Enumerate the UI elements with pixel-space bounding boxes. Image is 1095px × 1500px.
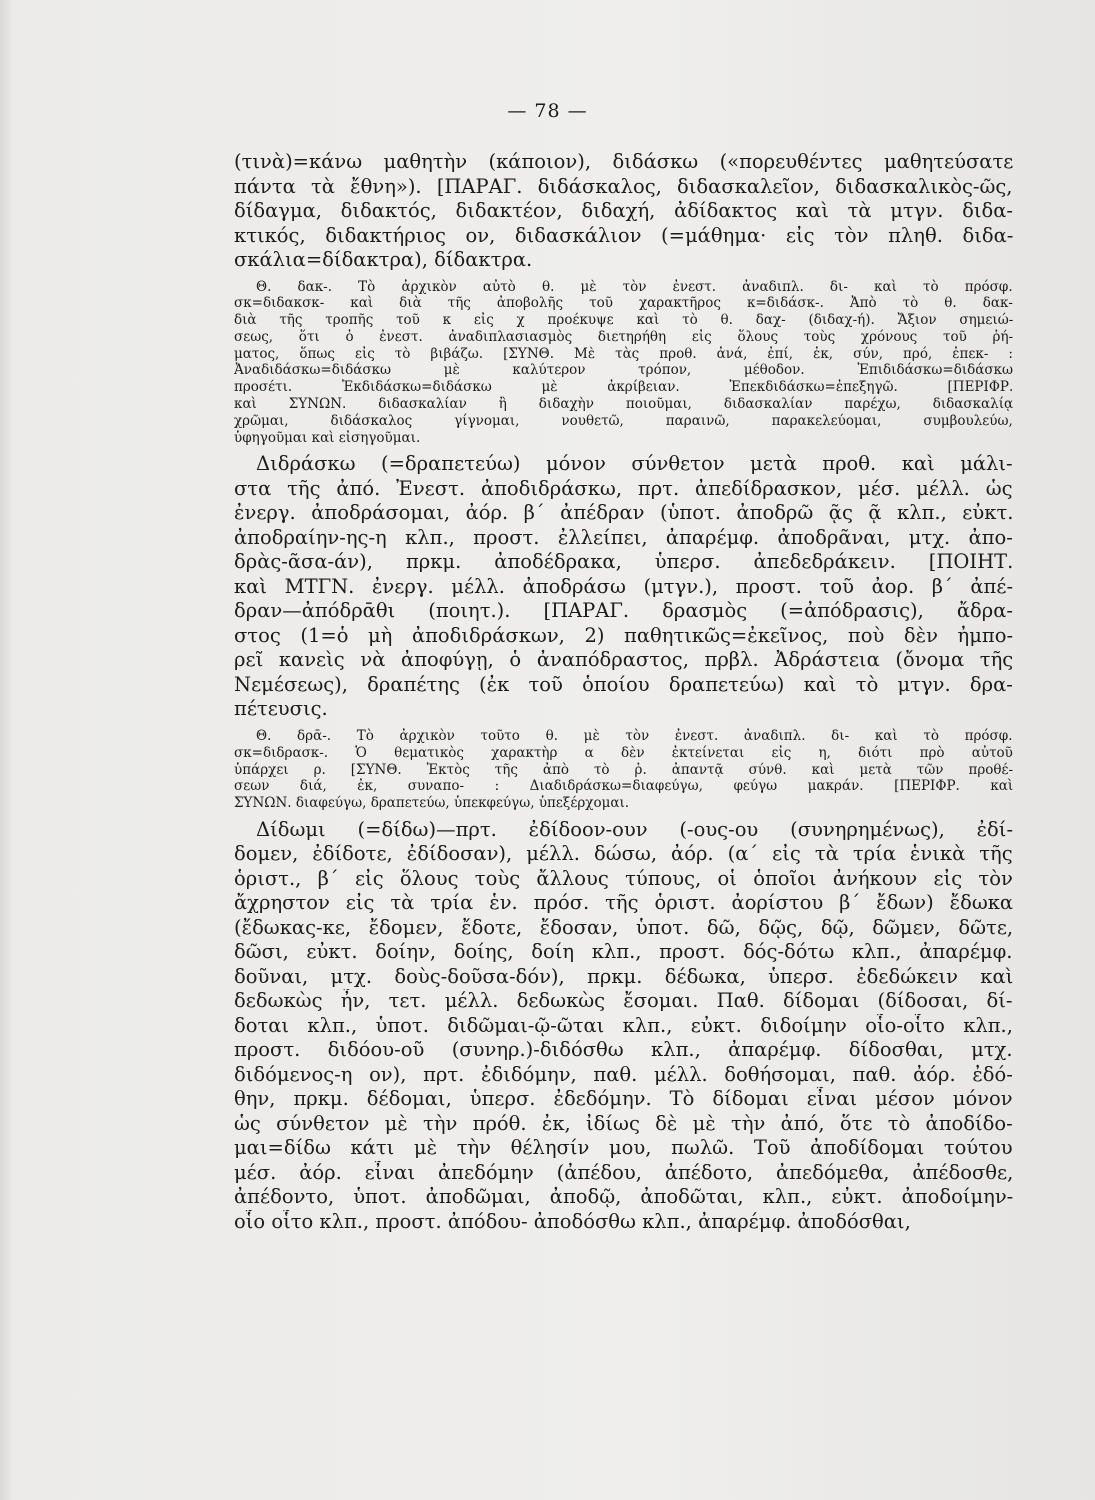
text-line: οἷο οἷτο κλπ., προστ. ἀπόδου- ἀποδόσθω κλπ., ἀπαρέμφ. ἀποδόσθαι, [234,1209,911,1233]
text-line: σκ=διδακσκ- καὶ διὰ τῆς ἀποβολῆς τοῦ χαρακτῆρος κ=διδάσκ-. Ἀπὸ τὸ θ. δακ- [234,295,1013,312]
text-line: καὶ ΣΥΝΩΝ. διδασκαλίαν ἢ διδαχὴν ποιοῦμαι, διδασκαλίαν παρέχω, διδασκαλίᾳ [234,396,1013,413]
text-line: σκάλια=δίδακτρα), δίδακτρα. [234,248,533,271]
text-line: πάντα τὰ ἔθνη»). [ΠΑΡΑΓ. διδάσκαλος, διδασκαλεῖον, διδασκαλικὸς-ῶς, [234,174,1013,198]
text-line: δῶσι, εὐκτ. δοίην, δοίης, δοίη κλπ., προστ. δός-δότω κλπ., ἀπαρέμφ. [234,940,1013,964]
text-line: σεων διά, ἐκ, συναπο- : Διαδιδράσκω=διαφεύγω, φεύγω μακράν. [ΠΕΡΙΦΡ. καὶ [234,778,1013,795]
page-number: — 78 — [507,100,588,122]
text-line: δεδωκὼς ἦν, τετ. μέλλ. δεδωκὼς ἔσομαι. Παθ. δίδομαι (δίδοσαι, δί- [234,989,1013,1013]
text-line: Ἀναδιδάσκω=διδάσκω μὲ καλύτερον τρόπον, μέθοδον. Ἐπιδιδάσκω=διδάσκω [234,362,1013,379]
text-line: ἄχρηστον εἰς τὰ τρία ἑν. πρόσ. τῆς ὁριστ. ἀορίστου β΄ ἔδων) ἔδωκα [234,891,1013,915]
text-line: (τινὰ)=κάνω μαθητὴν (κάποιον), διδάσκω («πορευθέντες μαθητεύσατε [234,150,1013,173]
text-line: Θ. δρᾱ-. Τὸ ἀρχικὸν τοῦτο θ. μὲ τὸν ἐνεστ. ἀναδιπλ. δι- καὶ τὸ πρόσφ. [256,727,1013,744]
text-line: μαι=δίδω κάτι μὲ τὴν θέλησίν μου, πωλῶ. Τοῦ ἀποδίδομαι τούτου [234,1136,1013,1160]
text-line: ὑπάρχει ρ. [ΣΥΝΘ. Ἐκτὸς τῆς ἀπὸ τὸ ῥ. ἀπαντᾷ σύνθ. καὶ μετὰ τῶν προθέ- [234,761,1013,778]
text-line: ὡς σύνθετον μὲ τὴν πρόθ. ἐκ, ἰδίως δὲ μὲ τὴν ἀπό, ὅτε τὸ ἀποδίδο- [234,1111,1013,1135]
etymology-note [234,279,1013,447]
text-line: δίδαγμα, διδακτός, διδακτέον, διδαχή, ἀδίδακτος καὶ τὰ μτγν. διδα- [234,199,1013,222]
text-line: δρὰς-ᾶσα-άν), πρκμ. ἀποδέδρακα, ὑπερσ. ἀπεδεδράκειν. [ΠΟΙΗΤ. [234,550,1013,574]
page-text [234,150,1013,1240]
text-line: ἀποδραίην-ης-η κλπ., προστ. ἐλλείπει, ἀπαρέμφ. ἀποδρᾶναι, μτχ. ἀπο- [234,525,1013,549]
text-line: ΣΥΝΩΝ. διαφεύγω, δραπετεύω, ὑπεκφεύγω, ὑπεξέρχομαι. [234,795,630,812]
text-line: ἐνεργ. ἀποδράσομαι, ἀόρ. β΄ ἀπέδραν (ὑποτ. ἀποδρῶ ᾷς ᾷ κλπ., εὐκτ. [234,501,1013,525]
text-line: στος (1=ὁ μὴ ἀποδιδράσκων, 2) παθητικῶς=ἐκεῖνος, ποὺ δὲν ἠμπο- [234,623,1013,647]
text-line: χρῶμαι, διδάσκαλος γίγνομαι, νουθετῶ, παραινῶ, παρακελεύομαι, συμβουλεύω, [234,412,1013,429]
text-line: δομεν, ἐδίδοτε, ἐδίδοσαν), μέλλ. δώσω, ἀόρ. (α΄ εἰς τὰ τρία ἑνικὰ τῆς [234,842,1013,866]
text-line: προσέτι. Ἐκδιδάσκω=διδάσκω μὲ ἀκρίβειαν. Ἐπεκδιδάσκω=ἐπεξηγῶ. [ΠΕΡΙΦΡ. [234,379,1013,396]
text-line: καὶ ΜΤΓΝ. ἐνεργ. μέλλ. ἀποδράσω (μτγν.), προστ. τοῦ ἀορ. β΄ ἀπέ- [234,574,1013,598]
text-line: στα τῆς ἀπό. Ἐνεστ. ἀποδιδράσκω, πρτ. ἀπεδίδρασκον, μέσ. μέλλ. ὡς [234,476,1013,500]
text-line: προστ. διδόου-οῦ (συνηρ.)-διδόσθω κλπ., ἀπαρέμφ. δίδοσθαι, μτχ. [234,1038,1013,1062]
text-line: δοῦναι, μτχ. δοὺς-δοῦσα-δόν), πρκμ. δέδωκα, ὑπερσ. ἐδεδώκειν καὶ [234,964,1013,988]
entry-continuation [234,150,1013,273]
text-line: Νεμέσεως), δραπέτης (ἐκ τοῦ ὁποίου δραπετεύω) καὶ τὸ μτγν. δρα- [234,672,1013,696]
text-line: ὑφηγοῦμαι καὶ εἰσηγοῦμαι. [234,429,421,446]
text-line: διὰ τῆς τροπῆς τοῦ κ εἰς χ προέκυψε καὶ τὸ θ. δαχ- (διδαχ-ή). Ἄξιον σημειώ- [234,312,1013,329]
text-line: σεως, ὅτι ὁ ἐνεστ. ἀναδιπλασιασμὸς διετηρήθη εἰς ὅλους τοὺς χρόνους τοῦ ῥή- [234,328,1013,345]
text-line: Διδράσκω (=δραπετεύω) μόνον σύνθετον μετὰ προθ. καὶ μάλι- [256,452,1013,476]
text-line: δραν—ἀπόδρᾱθι (ποιητ.). [ΠΑΡΑΓ. δρασμὸς (=ἀπόδρασις), ἄδρα- [234,599,1013,623]
text-line: ματος, ὅπως εἰς τὸ βιβάζω. [ΣΥΝΘ. Μὲ τὰς προθ. ἀνά, ἐπί, ἐκ, σύν, πρό, ἐπεκ- : [234,345,1013,362]
text-line: ἀπέδοντο, ὑποτ. ἀποδῶμαι, ἀποδῷ, ἀποδῶται, κλπ., εὐκτ. ἀποδοίμην- [234,1185,1013,1209]
text-line: πέτευσις. [234,697,328,721]
text-line: διδόμενος-η ον), πρτ. ἐδιδόμην, παθ. μέλλ. δοθήσομαι, παθ. ἀόρ. ἐδό- [234,1062,1013,1086]
text-line: ρεῖ κανεὶς νὰ ἀποφύγῃ, ὁ ἀναπόδραστος, πρβλ. Ἀδράστεια (ὄνομα τῆς [234,648,1013,672]
dictionary-entry [234,452,1013,722]
text-line: (ἔδωκας-κε, ἔδομεν, ἔδοτε, ἔδοσαν, ὑποτ. δῶ, δῷς, δῷ, δῶμεν, δῶτε, [234,915,1013,939]
text-line: κτικός, διδακτήριος ον, διδασκάλιον (=μάθημα· εἰς τὸν πληθ. διδα- [234,223,1013,247]
text-line: δοται κλπ., ὑποτ. διδῶμαι-ῷ-ῶται κλπ., εὐκτ. διδοίμην οἷο-οἷτο κλπ., [234,1013,1013,1037]
text-line: μέσ. ἀόρ. εἶναι ἀπεδόμην (ἀπέδου, ἀπέδοτο, ἀπεδόμεθα, ἀπέδοσθε, [234,1160,1013,1184]
text-line: Θ. δακ-. Τὸ ἀρχικὸν αὐτὸ θ. μὲ τὸν ἐνεστ. ἀναδιπλ. δι- καὶ τὸ πρόσφ. [256,278,1013,295]
text-line: σκ=διδρασκ-. Ὁ θεματικὸς χαρακτὴρ α δὲν ἐκτείνεται εἰς η, διότι πρὸ αὐτοῦ [234,744,1013,761]
dictionary-entry [234,818,1013,1235]
text-line: θην, πρκμ. δέδομαι, ὑπερσ. ἐδεδόμην. Τὸ δίδομαι εἶναι μέσον μόνον [234,1087,1013,1111]
text-line: ὁριστ., β΄ εἰς ὅλους τοὺς ἄλλους τύπους, οἱ ὁποῖοι ἀνήκουν εἰς τὸν [234,866,1013,890]
etymology-note [234,728,1013,812]
text-line: Δίδωμι (=δίδω)—πρτ. ἐδίδοον-ουν (-ους-ου (συνηρημένως), ἐδί- [256,817,1013,841]
